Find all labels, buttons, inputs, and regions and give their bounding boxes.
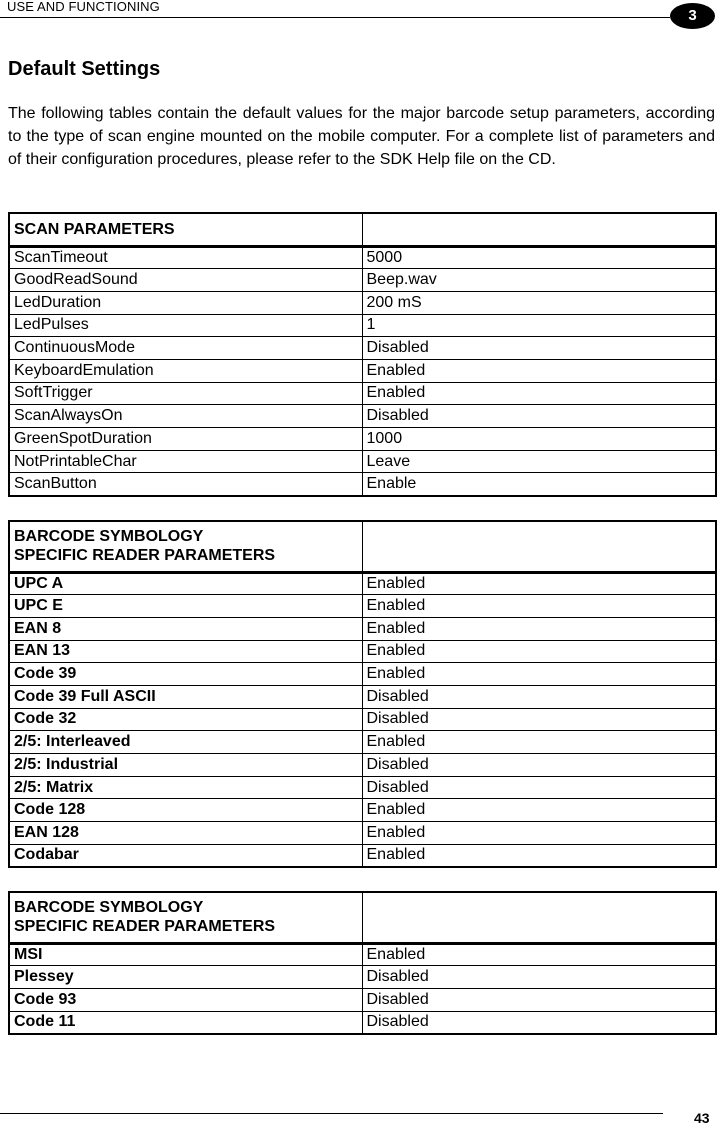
table-row	[9, 708, 716, 731]
running-header: USE AND FUNCTIONING	[7, 0, 160, 14]
parameter-value: Enabled	[362, 617, 716, 640]
table-row	[9, 450, 716, 473]
header-rule	[0, 17, 670, 18]
parameter-name: Code 32	[9, 708, 362, 731]
parameter-name: Code 93	[9, 988, 362, 1011]
parameter-name: MSI	[9, 943, 362, 966]
parameter-value: Disabled	[362, 405, 716, 428]
parameter-name: LedPulses	[9, 314, 362, 337]
parameter-value: 1	[362, 314, 716, 337]
table-row	[9, 685, 716, 708]
parameter-name: ContinuousMode	[9, 337, 362, 360]
parameter-value: Enabled	[362, 640, 716, 663]
table-body	[9, 943, 716, 1034]
parameter-name: SoftTrigger	[9, 382, 362, 405]
table-heading-line: SPECIFIC READER PARAMETERS	[14, 547, 276, 565]
parameter-value: Enabled	[362, 943, 716, 966]
page-number: 43	[694, 1110, 710, 1126]
table-heading-line: BARCODE SYMBOLOGY	[14, 899, 204, 917]
parameter-name: EAN 13	[9, 640, 362, 663]
table-row	[9, 799, 716, 822]
table-header-row	[9, 892, 716, 943]
parameter-name: Code 11	[9, 1011, 362, 1034]
table-row	[9, 291, 716, 314]
table-row	[9, 663, 716, 686]
table-row	[9, 405, 716, 428]
parameter-name: 2/5: Interleaved	[9, 731, 362, 754]
table-row	[9, 428, 716, 451]
table-row	[9, 314, 716, 337]
parameter-name: ScanAlwaysOn	[9, 405, 362, 428]
parameter-name: Codabar	[9, 844, 362, 867]
parameter-value: Disabled	[362, 685, 716, 708]
parameter-value: Enabled	[362, 844, 716, 867]
parameter-name: NotPrintableChar	[9, 450, 362, 473]
table-heading-value	[362, 892, 716, 943]
parameter-name: UPC A	[9, 572, 362, 595]
symbology-table-2	[8, 891, 717, 1035]
parameter-value: Beep.wav	[362, 269, 716, 292]
parameter-value: Disabled	[362, 708, 716, 731]
parameter-name: KeyboardEmulation	[9, 359, 362, 382]
parameter-name: LedDuration	[9, 291, 362, 314]
table-row	[9, 572, 716, 595]
table-body	[9, 572, 716, 867]
table-heading-value	[362, 521, 716, 572]
parameter-value: 5000	[362, 246, 716, 269]
intro-paragraph: The following tables contain the default values for the major barcode setup parameters, according to the type of scan engine mounted on the mobile computer. For a complete list of parameters and of their configuration procedures, please refer to the SDK Help file on the CD.	[8, 105, 715, 168]
parameter-name: EAN 8	[9, 617, 362, 640]
table-row	[9, 337, 716, 360]
table-header-row	[9, 521, 716, 572]
table-heading	[9, 892, 362, 943]
parameter-value: Enabled	[362, 359, 716, 382]
parameter-name: Plessey	[9, 966, 362, 989]
parameter-value: Disabled	[362, 337, 716, 360]
parameter-value: Enable	[362, 473, 716, 496]
parameter-name: Code 39 Full ASCII	[9, 685, 362, 708]
parameter-name: GoodReadSound	[9, 269, 362, 292]
parameter-value: Disabled	[362, 988, 716, 1011]
table-heading-line: SPECIFIC READER PARAMETERS	[14, 918, 276, 936]
parameter-value: Disabled	[362, 966, 716, 989]
table-row	[9, 776, 716, 799]
parameter-value: 1000	[362, 428, 716, 451]
table-row	[9, 473, 716, 496]
table-row	[9, 640, 716, 663]
parameter-value: Enabled	[362, 663, 716, 686]
parameter-value: Leave	[362, 450, 716, 473]
table-row	[9, 617, 716, 640]
parameter-value: Disabled	[362, 776, 716, 799]
parameter-name: 2/5: Industrial	[9, 754, 362, 777]
parameter-value: Enabled	[362, 595, 716, 618]
table-row	[9, 269, 716, 292]
symbology-table-1	[8, 520, 717, 868]
table-row	[9, 844, 716, 867]
parameter-value: Enabled	[362, 731, 716, 754]
parameter-name: ScanTimeout	[9, 246, 362, 269]
parameter-name: 2/5: Matrix	[9, 776, 362, 799]
parameter-value: Disabled	[362, 1011, 716, 1034]
table-heading	[9, 521, 362, 572]
table-body	[9, 246, 716, 496]
scan-parameters-table	[8, 212, 717, 497]
chapter-badge: 3	[670, 3, 715, 29]
parameter-value: 200 mS	[362, 291, 716, 314]
table-row	[9, 1011, 716, 1034]
parameter-value: Enabled	[362, 822, 716, 845]
table-row	[9, 595, 716, 618]
table-heading: SCAN PARAMETERS	[9, 213, 362, 246]
parameter-name: GreenSpotDuration	[9, 428, 362, 451]
parameter-name: ScanButton	[9, 473, 362, 496]
table-heading-value	[362, 213, 716, 246]
table-row	[9, 382, 716, 405]
table-row	[9, 988, 716, 1011]
parameter-value: Enabled	[362, 382, 716, 405]
parameter-value: Disabled	[362, 754, 716, 777]
table-row	[9, 754, 716, 777]
table-row	[9, 359, 716, 382]
parameter-name: Code 128	[9, 799, 362, 822]
table-row	[9, 246, 716, 269]
table-heading-line: BARCODE SYMBOLOGY	[14, 528, 204, 546]
table-header-row	[9, 213, 716, 246]
parameter-value: Enabled	[362, 799, 716, 822]
page-title: Default Settings	[8, 58, 161, 80]
parameter-name: UPC E	[9, 595, 362, 618]
table-row	[9, 731, 716, 754]
footer-rule	[0, 1113, 663, 1114]
parameter-name: EAN 128	[9, 822, 362, 845]
parameter-value: Enabled	[362, 572, 716, 595]
table-row	[9, 822, 716, 845]
table-row	[9, 943, 716, 966]
parameter-name: Code 39	[9, 663, 362, 686]
table-row	[9, 966, 716, 989]
